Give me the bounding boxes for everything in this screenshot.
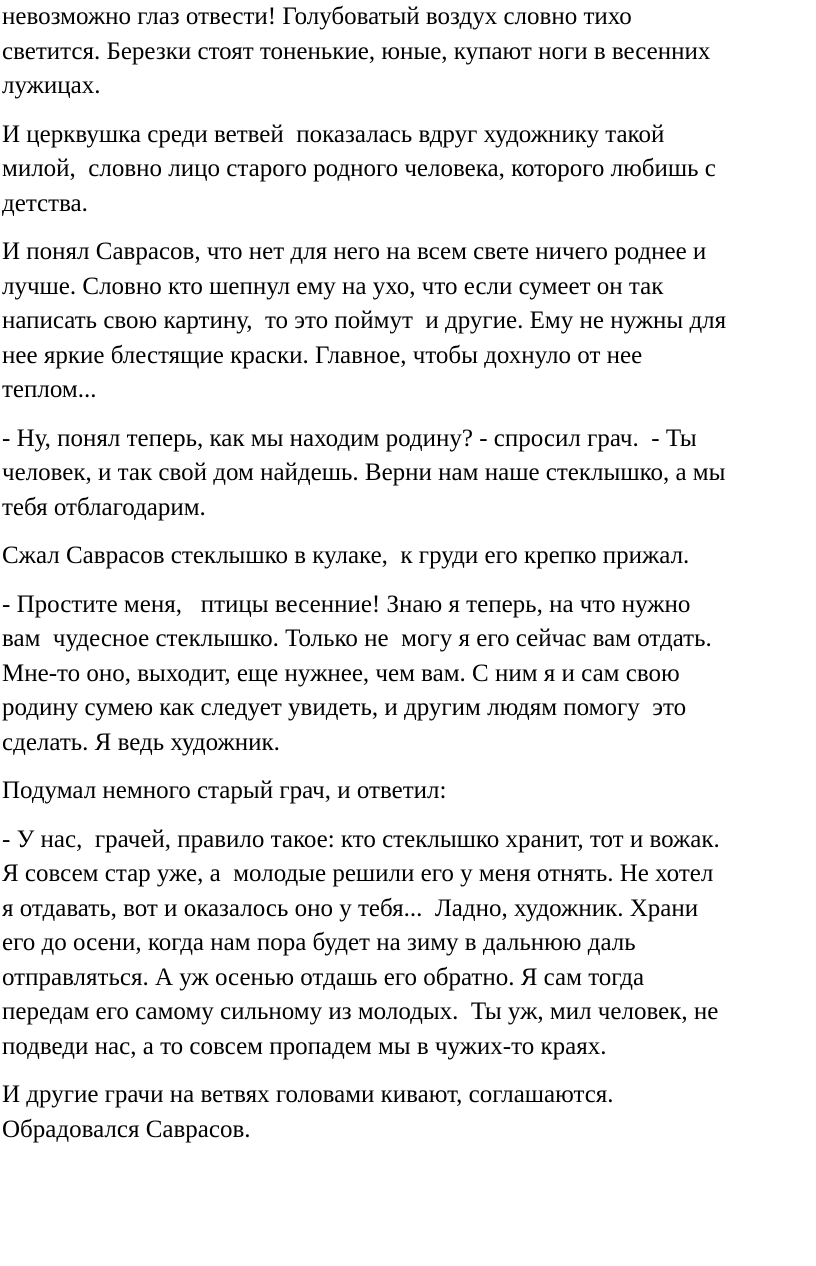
text-line: И церквушка среди ветвей показалась вдруг художнику такой (2, 120, 665, 148)
text-line: его до осени, когда нам пора будет на зиму в дальнюю даль (2, 929, 636, 956)
paragraph-7 (2, 774, 812, 809)
text-line: я отдавать, вот и оказалось оно у тебя... Ладно, художник. Храни (2, 894, 699, 922)
text-line: Подумал немного старый грач, и ответил: (2, 777, 447, 804)
text-line: написать свою картину, то это поймут и другие. Ему не нужны для (2, 307, 727, 334)
text-line: лучше. Словно кто шепнул ему на ухо, что если сумеет он так (2, 272, 664, 300)
paragraph-4 (2, 422, 812, 526)
text-line: нее яркие блестящие краски. Главное, чтобы дохнуло от нее (2, 341, 643, 369)
text-line: подведи нас, а то совсем пропадем мы в чужих-то краях. (2, 1032, 607, 1060)
text-line: родину сумею как следует увидеть, и другим людям помогу это (2, 694, 687, 721)
text-line: Сжал Саврасов стеклышко в кулаке, к груди его крепко прижал. (2, 542, 690, 569)
paragraph-1 (2, 0, 812, 104)
paragraph-6 (2, 588, 812, 761)
text-line: И другие грачи на ветвях головами кивают, соглашаются. (2, 1081, 614, 1108)
text-line: милой, словно лицо старого родного человека, которого любишь с (2, 155, 716, 182)
text-line: - У нас, грачей, правило такое: кто стеклышко хранит, тот и вожак. (2, 825, 720, 853)
text-line: детства. (2, 189, 88, 217)
text-line: Обрадовался Саврасов. (2, 1115, 251, 1143)
text-line: И понял Саврасов, что нет для него на всем свете ничего роднее и (2, 238, 707, 265)
text-line: человек, и так свой дом найдешь. Верни нам наше стеклышко, а мы (2, 459, 726, 486)
text-line: тебя отблагодарим. (2, 493, 206, 521)
text-line: теплом... (2, 376, 97, 403)
paragraph-5 (2, 539, 812, 574)
text-line: лужицах. (2, 72, 101, 99)
paragraph-2 (2, 118, 812, 222)
text-line: передам его самому сильному из молодых. Ты уж, мил человек, не (2, 998, 719, 1025)
paragraph-8 (2, 823, 812, 1065)
text-line: - Простите меня, птицы весенние! Знаю я теперь, на что нужно (2, 590, 691, 618)
text-line: вам чудесное стеклышко. Только не могу я его сейчас вам отдать. (2, 625, 712, 652)
text-line: невозможно глаз отвести! Голубоватый воздух словно тихо (2, 3, 632, 30)
text-line: сделать. Я ведь художник. (2, 728, 280, 756)
text-line: светится. Березки стоят тоненькие, юные, купают ноги в весенних (2, 37, 711, 65)
text-line: Я совсем стар уже, а молодые решили его у меня отнять. Не хотел (2, 860, 714, 887)
paragraph-3 (2, 235, 812, 408)
text-line: - Ну, понял теперь, как мы находим родину? - спросил грач. - Ты (2, 424, 697, 452)
paragraph-9 (2, 1078, 812, 1147)
text-line: отправляться. А уж осенью отдашь его обратно. Я сам тогда (2, 963, 645, 991)
text-line: Мне-то оно, выходит, еще нужнее, чем вам. С ним я и сам свою (2, 659, 680, 687)
